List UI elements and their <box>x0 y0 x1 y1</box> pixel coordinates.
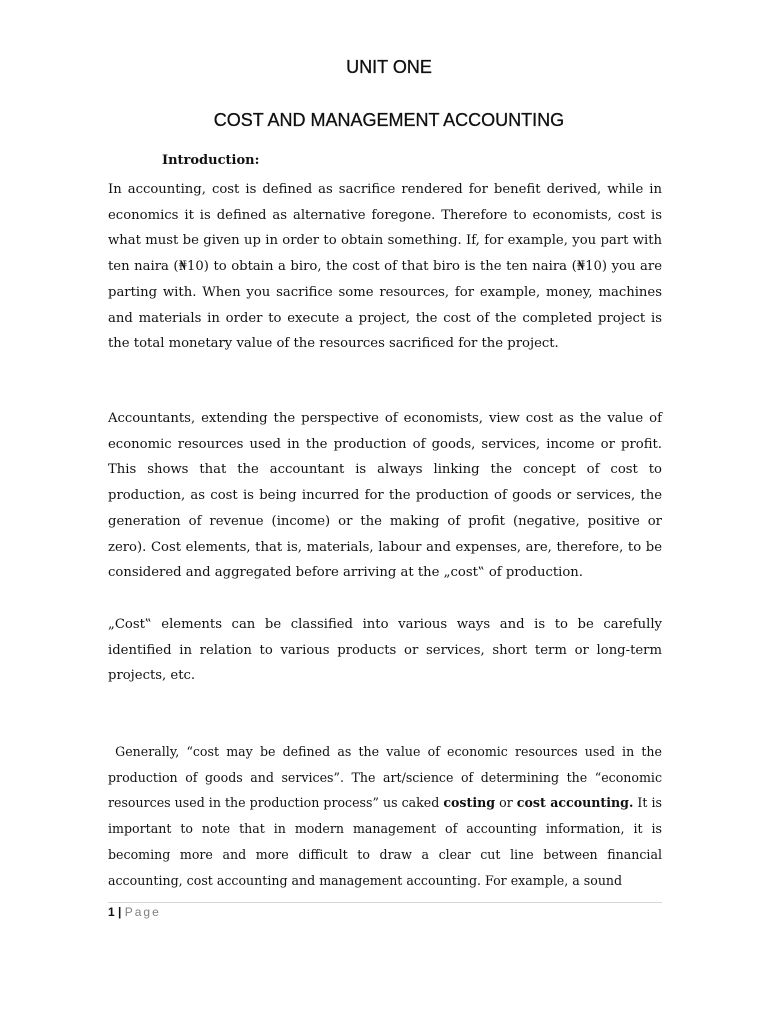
paragraph-cost-elements: „Cost‟ elements can be classified into various ways and is to be carefully identified in relation to various products or services, short term or long-term projects, etc. <box>108 617 662 684</box>
term-cost-accounting: cost accounting. <box>516 795 634 811</box>
paragraph-cost-definition: In accounting, cost is defined as sacrifice rendered for benefit derived, while in economics it is defined as alternative foregone. Therefore to economists, cost is what must be given up in order to obtain something. If, for example, you part with ten naira (₦10) to obtain a biro, the cost of that biro is the ten naira (₦10) you are parting with. When you sacrifice some resources, for example, money, machines and materials in order to execute a project, the cost of the completed project is the total monetary value of the resources sacrificed for the project. <box>108 182 662 352</box>
main-title: COST AND MANAGEMENT ACCOUNTING <box>213 110 565 130</box>
paragraph-generally-text-1: Generally, “cost may be defined as the value of economic resources used in the production of goods and services”. The art/science of determining the “economic resources used in the production process” us caked <box>108 744 662 811</box>
page-label: Page <box>124 905 161 919</box>
introduction-heading: Introduction: <box>162 153 260 168</box>
paragraph-generally-text-3: It is important to note that in modern management of accounting information, it is becoming more and more difficult to draw a clear cut line between financial accounting, cost accounting and management accounting. For example, a sound <box>108 795 662 888</box>
page-footer <box>108 905 161 919</box>
page-number: 1 <box>108 905 115 919</box>
paragraph-generally <box>108 739 662 893</box>
paragraph-generally-text-2: or <box>495 795 517 811</box>
term-costing: costing <box>443 795 496 811</box>
footer-separator: | <box>118 905 122 919</box>
unit-title: UNIT ONE <box>346 57 432 77</box>
paragraph-accountants-view: Accountants, extending the perspective of economists, view cost as the value of economic resources used in the production of goods, services, income or profit. This shows that the accountant is always linking the concept of cost to production, as cost is being incurred for the production of goods or services, the generation of revenue (income) or the making of profit (negative, positive or zero). Cost elements, that is, materials, labour and expenses, are, therefore, to be considered and aggregated before arriving at the „cost‟ of production. <box>108 411 662 581</box>
footer-divider <box>108 902 662 903</box>
